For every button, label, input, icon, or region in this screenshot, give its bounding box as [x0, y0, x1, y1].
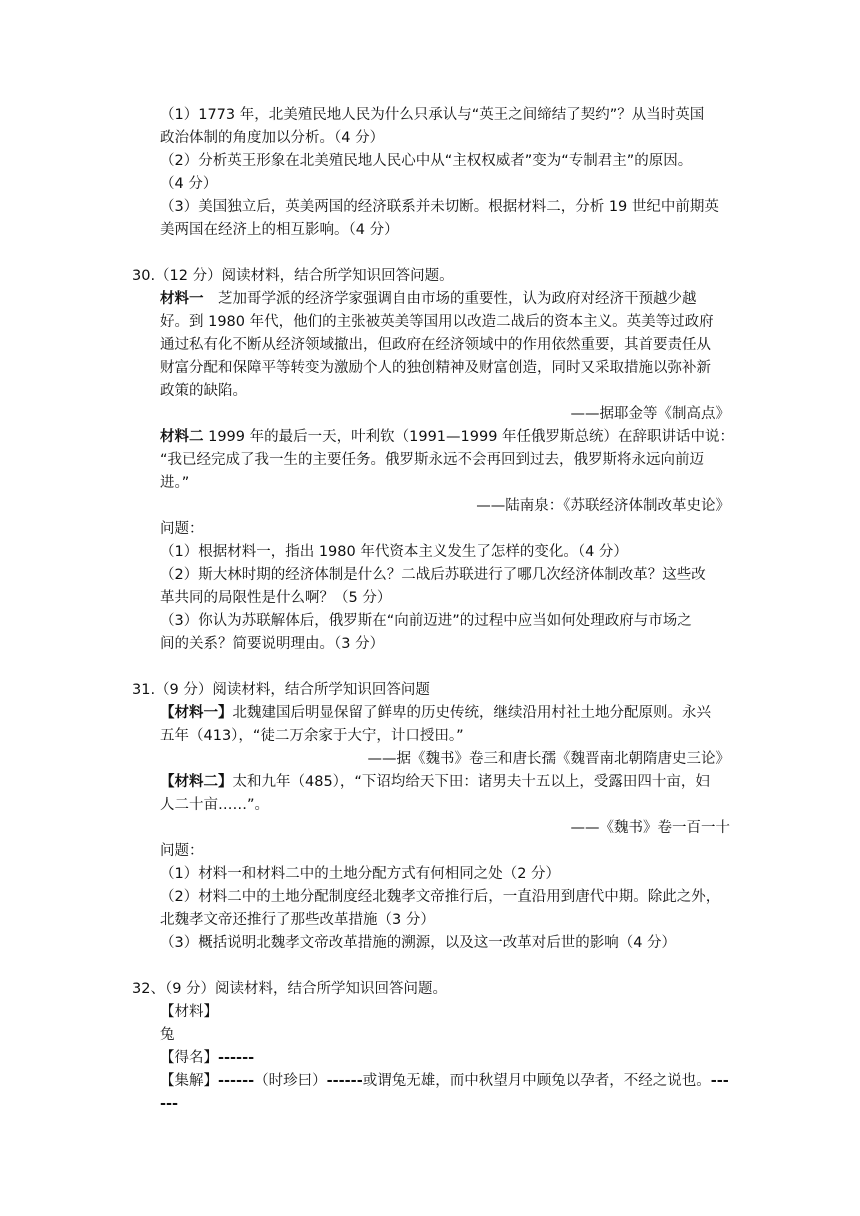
q31-material2-source: ——《魏书》卷一百一十: [570, 820, 730, 836]
q30-heading: 30.（12 分）阅读材料，结合所学知识回答问题。: [132, 268, 454, 284]
q31-material1-line1: [160, 702, 730, 724]
q30-sub2-line2: 革共同的局限性是什么啊？（5 分）: [160, 590, 392, 606]
q31-sub3: （3）概括说明北魏孝文帝改革措施的溯源，以及这一改革对后世的影响（4 分）: [160, 935, 677, 951]
q30-material2-line2: “我已经完成了我一生的主要任务。俄罗斯永远不会再回到过去，俄罗斯将永远向前迈: [160, 452, 705, 468]
q32-naming-line: [160, 1047, 730, 1069]
q29-sub3-line1: （3）美国独立后，英美两国的经济联系并未切断。根据材料二，分析 19 世纪中前期英: [160, 199, 719, 215]
q31-material2-line1: [160, 771, 730, 793]
q30-material1-source: ——据耶金等《制高点》: [570, 406, 730, 422]
q31-material2-line2: 人二十亩……”。: [160, 797, 270, 813]
q30-sub1: （1）根据材料一，指出 1980 年代资本主义发生了怎样的变化。（4 分）: [160, 544, 628, 560]
q29-sub1-line1: （1）1773 年，北美殖民地人民为什么只承认与“英王之间缔结了契约”？从当时英国: [160, 107, 705, 123]
q30-material2-label: 材料二: [160, 429, 204, 445]
q30-material2-line3: 进。”: [160, 475, 190, 491]
q29-sub1-line2: 政治体制的角度加以分析。（4 分）: [160, 130, 385, 146]
q31-material2-text: 太和九年（485），“下诏均给天下田：诸男夫十五以上，受露田四十亩，妇: [232, 774, 710, 790]
q32-annotation-dash2: ------: [326, 1073, 363, 1089]
q30-sub3-line2: 间的关系？简要说明理由。（3 分）: [160, 636, 385, 652]
q32-material-label: 【材料】: [160, 1004, 218, 1020]
q31-heading: 31.（9 分）阅读材料，结合所学知识回答问题: [132, 682, 430, 698]
q30-material2-source: ——陆南泉：《苏联经济体制改革史论》: [476, 498, 730, 514]
q31-sub2-line2: 北魏孝文帝还推行了那些改革措施（3 分）: [160, 912, 435, 928]
q30-material1-line3: 通过私有化不断从经济领域撤出，但政府在经济领域中的作用依然重要，其首要责任从: [160, 337, 711, 353]
q32-naming-dash: ------: [218, 1050, 255, 1066]
q32-annotation-label: 【集解】: [160, 1073, 218, 1089]
q29-sub3-line2: 美两国在经济上的相互影响。（4 分）: [160, 222, 399, 238]
q30-material1-line2: 好。到 1980 年代，他们的主张被英美等国用以改造二战后的资本主义。英美等过政府: [160, 314, 714, 330]
q32-annotation-text: 或谓兔无雄，而中秋望月中顾兔以孕者，不经之说也。: [362, 1073, 711, 1089]
q29-sub2-line1: （2）分析英王形象在北美殖民地人民心中从“主权权威者”变为“专制君主”的原因。: [160, 153, 693, 169]
q32-annotation-dash3: ---: [710, 1073, 729, 1089]
q30-questions-label: 问题：: [160, 521, 204, 537]
q30-material1-label: 材料一: [160, 291, 204, 307]
q32-annotation-line2: ---: [160, 1096, 179, 1112]
q31-material1-line2: 五年（413），“徒二万余家于大宁，计口授田。”: [160, 728, 464, 744]
q29-sub2-line2: （4 分）: [160, 176, 218, 192]
q30-material1-line1: [160, 288, 730, 310]
q32-annotation-speaker: （时珍曰）: [254, 1073, 327, 1089]
q30-material1-line4: 财富分配和保障平等转变为激励个人的独创精神及财富创造，同时又采取措施以弥补新: [160, 360, 711, 376]
q31-material1-text: 北魏建国后明显保留了鲜卑的历史传统，继续沿用村社土地分配原则。永兴: [232, 705, 711, 721]
q31-material1-label: 【材料一】: [160, 705, 233, 721]
q32-material-word: 兔: [160, 1027, 175, 1043]
q31-material1-source: ——据《魏书》卷三和唐长孺《魏晋南北朝隋唐史三论》: [367, 751, 730, 767]
q32-annotation-dash1: ------: [218, 1073, 255, 1089]
q31-sub2-line1: （2）材料二中的土地分配制度经北魏孝文帝推行后，一直沿用到唐代中期。除此之外，: [160, 889, 721, 905]
q30-material2-line1: [160, 426, 735, 448]
q30-sub2-line1: （2）斯大林时期的经济体制是什么？二战后苏联进行了哪几次经济体制改革？这些改: [160, 567, 706, 583]
q30-material2-text: 1999 年的最后一天，叶利钦（1991—1999 年任俄罗斯总统）在辞职讲话中说：: [203, 429, 735, 445]
q31-questions-label: 问题：: [160, 843, 204, 859]
q30-sub3-line1: （3）你认为苏联解体后，俄罗斯在“向前迈进”的过程中应当如何处理政府与市场之: [160, 613, 692, 629]
q32-heading: 32、（9 分）阅读材料，结合所学知识回答问题。: [132, 981, 448, 997]
q31-sub1: （1）材料一和材料二中的土地分配方式有何相同之处（2 分）: [160, 866, 561, 882]
q32-annotation-line1: [160, 1070, 730, 1092]
q31-material2-label: 【材料二】: [160, 774, 233, 790]
q30-material1-text: 芝加哥学派的经济学家强调自由市场的重要性，认为政府对经济干预越少越: [203, 291, 697, 307]
q32-naming-label: 【得名】: [160, 1050, 218, 1066]
q30-material1-line5: 政策的缺陷。: [160, 383, 247, 399]
